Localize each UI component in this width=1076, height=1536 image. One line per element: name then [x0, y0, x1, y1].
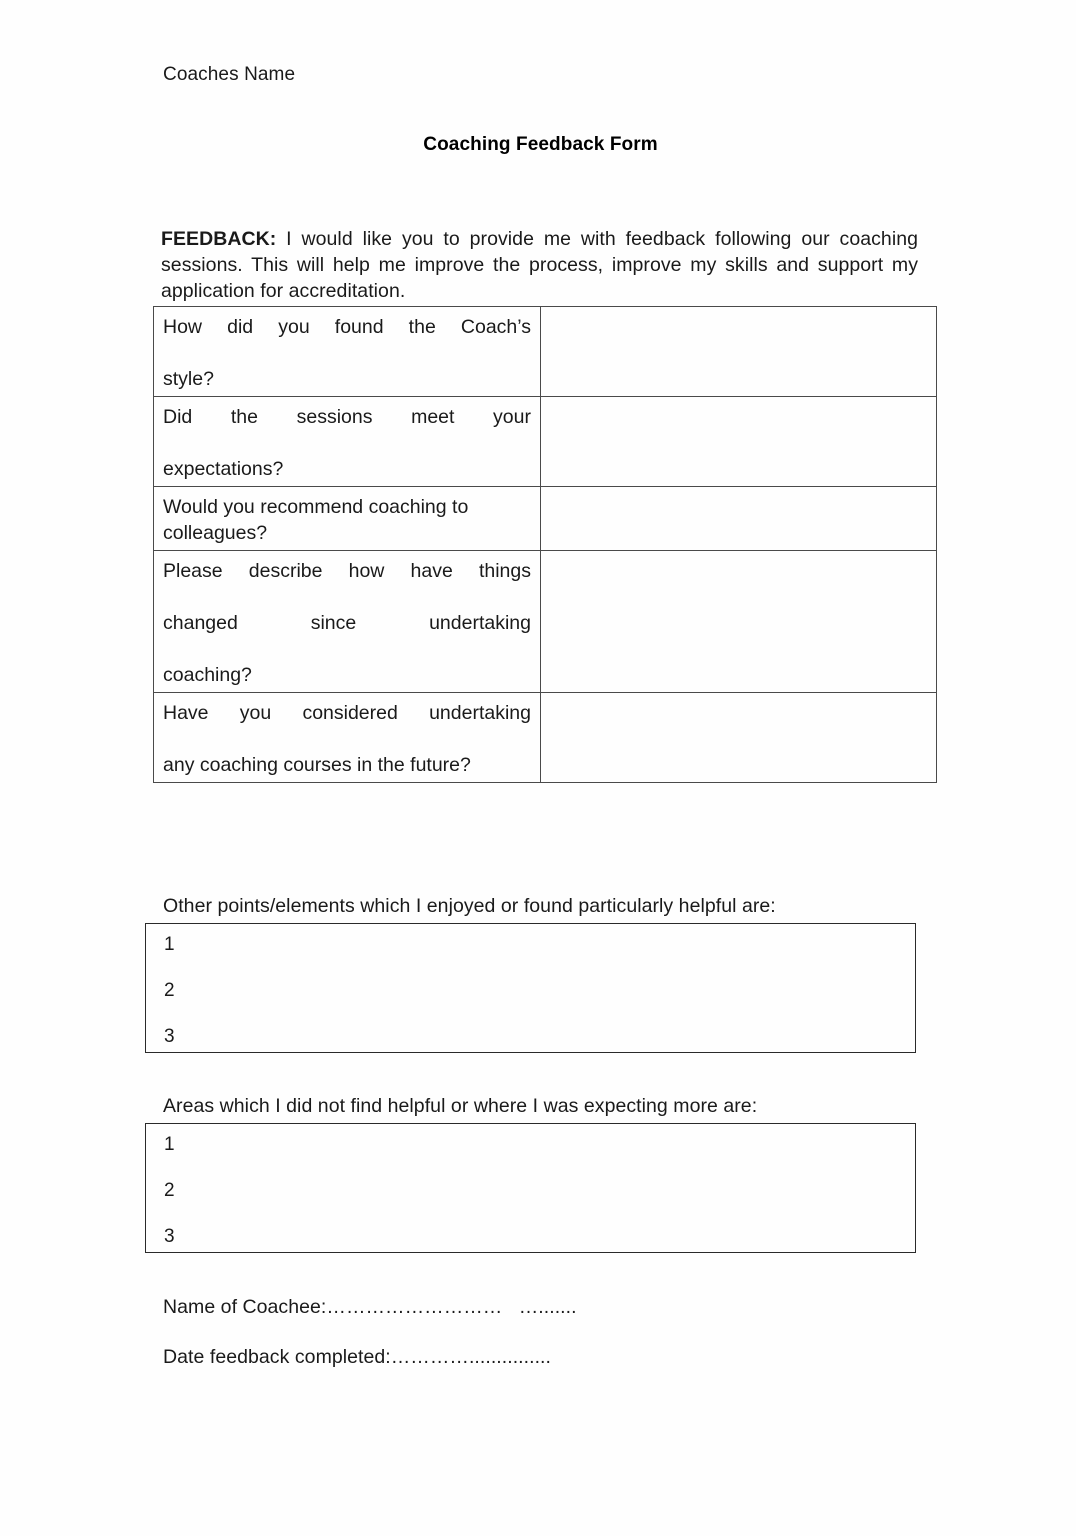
page-title: Coaching Feedback Form	[423, 134, 658, 155]
question-line: Have you considered undertaking	[163, 702, 531, 724]
other-points-label: Other points/elements which I enjoyed or found particularly helpful are:	[163, 895, 776, 917]
answer-cell-things-changed[interactable]	[541, 551, 937, 693]
question-line: How did you found the Coach’s	[163, 316, 531, 338]
table-row	[154, 397, 937, 487]
table-row	[154, 693, 937, 783]
list-item: 2	[164, 1180, 175, 1201]
answer-cell-recommend-colleagues[interactable]	[541, 487, 937, 551]
table-row	[154, 487, 937, 551]
question-cell-things-changed	[154, 551, 541, 693]
name-of-coachee-line[interactable]: Name of Coachee:……………………… ….......	[163, 1296, 577, 1318]
list-item: 3	[164, 1226, 175, 1247]
list-item: 1	[164, 934, 175, 955]
question-cell-coach-style	[154, 307, 541, 397]
list-item: 1	[164, 1134, 175, 1155]
question-line: Did the sessions meet your	[163, 406, 531, 428]
list-item: 3	[164, 1026, 175, 1047]
areas-not-helpful-label: Areas which I did not find helpful or where I was expecting more are:	[163, 1095, 758, 1117]
table-row	[154, 551, 937, 693]
question-line: Please describe how have things	[163, 560, 531, 582]
answer-cell-future-courses[interactable]	[541, 693, 937, 783]
question-line: expectations?	[163, 458, 284, 480]
coaches-name-label: Coaches Name	[163, 64, 296, 85]
intro-body-text: I would like you to provide me with feedback following our coaching sessions. This will help me improve the process, improve my skills and support my application for accreditation.	[161, 227, 918, 302]
date-completed-line[interactable]: Date feedback completed:…………...............	[163, 1346, 551, 1368]
question-line: colleagues?	[163, 522, 268, 544]
feedback-lead-in: FEEDBACK:	[161, 227, 277, 250]
other-points-box[interactable]	[145, 923, 916, 1053]
answer-cell-coach-style[interactable]	[541, 307, 937, 397]
feedback-questions-table	[153, 306, 937, 783]
answer-cell-met-expectations[interactable]	[541, 397, 937, 487]
table-row	[154, 307, 937, 397]
question-line: any coaching courses in the future?	[163, 754, 471, 776]
question-cell-recommend-colleagues	[154, 487, 541, 551]
areas-not-helpful-box[interactable]	[145, 1123, 916, 1253]
question-cell-met-expectations	[154, 397, 541, 487]
question-line: coaching?	[163, 664, 252, 686]
question-line: changed since undertaking	[163, 612, 531, 634]
list-item: 2	[164, 980, 175, 1001]
question-line: Would you recommend coaching to	[163, 496, 469, 518]
intro-paragraph	[161, 226, 918, 304]
question-cell-future-courses	[154, 693, 541, 783]
question-line: style?	[163, 368, 214, 390]
